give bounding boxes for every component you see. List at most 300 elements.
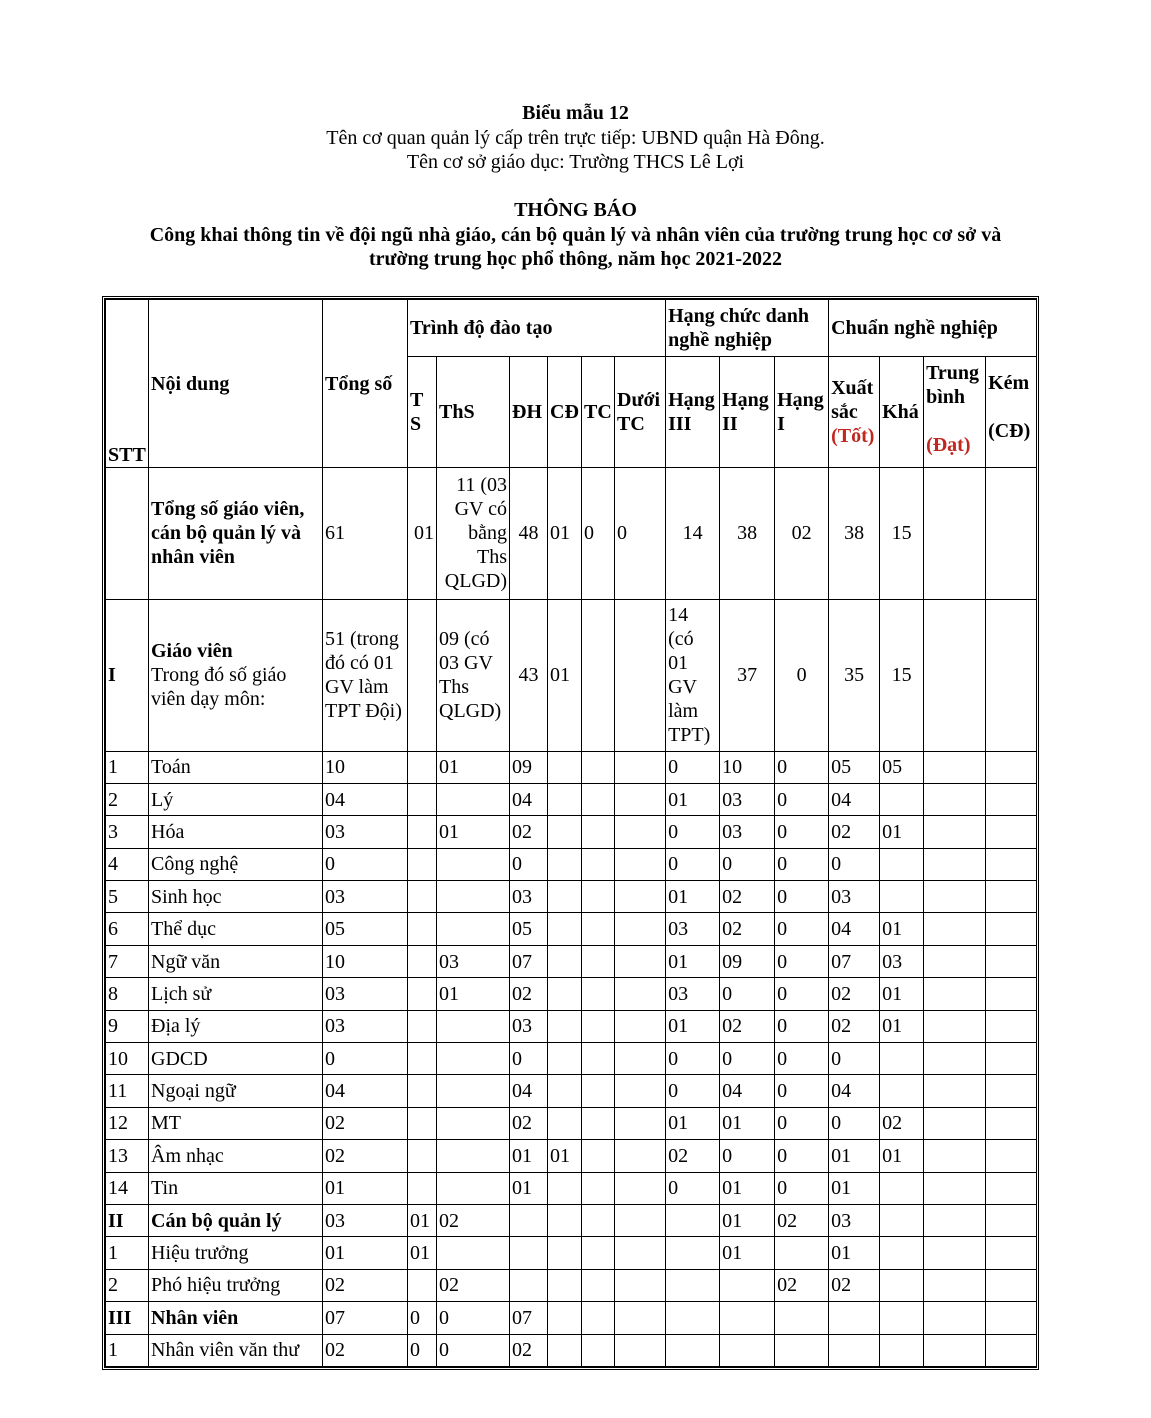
cell-kha: 05: [880, 751, 924, 783]
cell-h1: [775, 1302, 829, 1334]
cell-kha: 01: [880, 1010, 924, 1042]
cell-ths: 01: [437, 816, 510, 848]
cell-kem: [986, 881, 1037, 913]
cell-h2: 03: [720, 816, 775, 848]
cell-tc: [582, 1204, 615, 1236]
cell-kem: [986, 945, 1037, 977]
cell-ts: [408, 945, 437, 977]
cell-dh: 02: [510, 1107, 548, 1139]
cell-stt: 8: [106, 978, 149, 1010]
cell-dh: 02: [510, 816, 548, 848]
cell-h1: 0: [775, 816, 829, 848]
cell-stt: 6: [106, 913, 149, 945]
cell-kem: [986, 1075, 1037, 1107]
cell-ts: [408, 783, 437, 815]
cell-cd: [548, 1107, 582, 1139]
cell-tb: [924, 881, 986, 913]
cell-stt: 11: [106, 1075, 149, 1107]
cell-name: Tin: [149, 1172, 323, 1204]
cell-tc: [582, 978, 615, 1010]
cell-dh: 01: [510, 1140, 548, 1172]
cell-tc: [582, 816, 615, 848]
cell-tb: [924, 848, 986, 880]
cell-total: 02: [323, 1140, 408, 1172]
form-title: Biểu mẫu 12: [522, 102, 629, 124]
cell-kem: [986, 1043, 1037, 1075]
notice-subtitle-1: Công khai thông tin về đội ngũ nhà giáo, cán bộ quản lý và nhân viên của trường trung học cơ sở và: [149, 224, 1002, 246]
notice-subtitle-2: trường trung học phổ thông, năm học 2021-2022: [368, 248, 783, 270]
cell-h2: 01: [720, 1107, 775, 1139]
cell-h2: 09: [720, 945, 775, 977]
cell-tc: [582, 848, 615, 880]
cell-dh: 01: [510, 1172, 548, 1204]
cell-h3: 0: [666, 1075, 720, 1107]
cell-name: GDCD: [149, 1043, 323, 1075]
cell-total: 0: [323, 848, 408, 880]
cell-tb: [924, 751, 986, 783]
col-stt: STT: [106, 300, 149, 468]
cell-tc: [582, 1075, 615, 1107]
cell-tb: [924, 913, 986, 945]
cell-cd: [548, 881, 582, 913]
cell-duoi: [615, 1043, 666, 1075]
cell-h3: [666, 1302, 720, 1334]
table-row: [106, 751, 1037, 783]
cell-tb: [924, 978, 986, 1010]
cell-cd: [548, 1334, 582, 1366]
cell-tc: [582, 945, 615, 977]
cell-ths: [437, 1107, 510, 1139]
cell-duoi: [615, 881, 666, 913]
summary-teachers-row: I Giáo viên Trong đó số giáo viên dạy môn: 51 (trong đó có 01 GV làm TPT Đội) 09 (có 03 GV Ths QLGD) 43 01 14 (có 01 GV làm TPT) 37 0 35 15: [106, 599, 1037, 751]
cell-h1: 0: [775, 945, 829, 977]
table-row: [106, 783, 1037, 815]
cell-kem: [986, 1140, 1037, 1172]
cell-tb: [924, 1334, 986, 1366]
subject-rows: [106, 751, 1037, 1367]
cell-total: 03: [323, 978, 408, 1010]
cell-xs: 07: [829, 945, 880, 977]
cell-ts: [408, 1010, 437, 1042]
cell-ths: [437, 1075, 510, 1107]
cell-duoi: [615, 848, 666, 880]
cell-h3: [666, 1237, 720, 1269]
cell-kem: [986, 1302, 1037, 1334]
cell-cd: [548, 751, 582, 783]
cell-ts: [408, 913, 437, 945]
cell-stt: 1: [106, 1237, 149, 1269]
cell-h2: 01: [720, 1204, 775, 1236]
cell-stt: 5: [106, 881, 149, 913]
cell-ths: 01: [437, 978, 510, 1010]
cell-name: Phó hiệu trưởng: [149, 1269, 323, 1301]
cell-tb: [924, 783, 986, 815]
cell-dh: 0: [510, 1043, 548, 1075]
cell-total: 10: [323, 751, 408, 783]
cell-kem: [986, 1269, 1037, 1301]
cell-duoi: [615, 1010, 666, 1042]
cell-ts: [408, 978, 437, 1010]
cell-tb: [924, 1043, 986, 1075]
cell-h1: 02: [775, 1269, 829, 1301]
cell-tc: [582, 1043, 615, 1075]
cell-xs: 05: [829, 751, 880, 783]
cell-h2: 0: [720, 978, 775, 1010]
cell-cd: [548, 1043, 582, 1075]
cell-stt: 3: [106, 816, 149, 848]
cell-cd: [548, 848, 582, 880]
cell-duoi: [615, 1269, 666, 1301]
cell-name: Công nghệ: [149, 848, 323, 880]
col-average: Trung bình (Đạt): [924, 356, 986, 467]
cell-h3: [666, 1204, 720, 1236]
cell-h1: 0: [775, 881, 829, 913]
cell-name: Ngữ văn: [149, 945, 323, 977]
cell-duoi: [615, 1302, 666, 1334]
cell-h3: 01: [666, 783, 720, 815]
table-row: [106, 881, 1037, 913]
cell-total: 01: [323, 1172, 408, 1204]
cell-total: 02: [323, 1334, 408, 1366]
table-row: [106, 913, 1037, 945]
cell-ths: [437, 1172, 510, 1204]
cell-ts: [408, 1107, 437, 1139]
cell-ts: [408, 751, 437, 783]
cell-tb: [924, 1010, 986, 1042]
cell-tb: [924, 1172, 986, 1204]
cell-kem: [986, 816, 1037, 848]
cell-ths: 0: [437, 1334, 510, 1366]
cell-total: 01: [323, 1237, 408, 1269]
table-row: [106, 848, 1037, 880]
cell-cd: [548, 978, 582, 1010]
cell-name: Toán: [149, 751, 323, 783]
cell-h1: 0: [775, 1107, 829, 1139]
cell-stt: 12: [106, 1107, 149, 1139]
cell-ts: [408, 881, 437, 913]
cell-h2: 10: [720, 751, 775, 783]
col-duoi-tc: Dưới TC: [615, 356, 666, 467]
cell-h2: 03: [720, 783, 775, 815]
cell-total: 02: [323, 1269, 408, 1301]
cell-duoi: [615, 751, 666, 783]
cell-dh: 02: [510, 1334, 548, 1366]
col-rank-2: Hạng II: [720, 356, 775, 467]
cell-cd: 01: [548, 1140, 582, 1172]
table-row: [106, 1204, 1037, 1236]
cell-ths: 03: [437, 945, 510, 977]
cell-duoi: [615, 1107, 666, 1139]
cell-kha: 03: [880, 945, 924, 977]
cell-name: Lý: [149, 783, 323, 815]
cell-cd: [548, 1172, 582, 1204]
cell-duoi: [615, 1204, 666, 1236]
cell-dh: 0: [510, 848, 548, 880]
cell-h1: [775, 1334, 829, 1366]
cell-h1: 02: [775, 1204, 829, 1236]
col-tc: TC: [582, 356, 615, 467]
cell-name: Âm nhạc: [149, 1140, 323, 1172]
cell-tc: [582, 1334, 615, 1366]
col-poor: Kém (CĐ): [986, 356, 1037, 467]
cell-total: 04: [323, 1075, 408, 1107]
cell-xs: 02: [829, 1269, 880, 1301]
cell-h3: 0: [666, 816, 720, 848]
cell-h3: 01: [666, 1107, 720, 1139]
cell-h3: 0: [666, 1043, 720, 1075]
cell-duoi: [615, 1172, 666, 1204]
cell-h1: 0: [775, 783, 829, 815]
cell-tc: [582, 1172, 615, 1204]
cell-ths: [437, 1140, 510, 1172]
cell-tb: [924, 1140, 986, 1172]
col-content: Nội dung: [149, 300, 323, 468]
cell-ths: [437, 1237, 510, 1269]
cell-ths: 0: [437, 1302, 510, 1334]
cell-kha: 01: [880, 816, 924, 848]
cell-h3: 01: [666, 945, 720, 977]
cell-kem: [986, 1334, 1037, 1366]
cell-tc: [582, 751, 615, 783]
table-row: [106, 1237, 1037, 1269]
col-standard: Chuẩn nghề nghiệp: [829, 300, 1037, 357]
col-total: Tổng số: [323, 300, 408, 468]
col-rank-1: Hạng I: [775, 356, 829, 467]
cell-ts: [408, 1140, 437, 1172]
cell-h2: 02: [720, 1010, 775, 1042]
notice-title: THÔNG BÁO: [514, 199, 637, 221]
cell-h1: 0: [775, 1043, 829, 1075]
col-rank-3: Hạng III: [666, 356, 720, 467]
cell-h3: 03: [666, 978, 720, 1010]
cell-total: 0: [323, 1043, 408, 1075]
cell-kha: [880, 1204, 924, 1236]
cell-duoi: [615, 1075, 666, 1107]
cell-h2: 02: [720, 881, 775, 913]
cell-duoi: [615, 1140, 666, 1172]
cell-tc: [582, 1269, 615, 1301]
cell-cd: [548, 945, 582, 977]
cell-h1: 0: [775, 848, 829, 880]
cell-kem: [986, 848, 1037, 880]
cell-total: 07: [323, 1302, 408, 1334]
cell-cd: [548, 1269, 582, 1301]
cell-cd: [548, 913, 582, 945]
cell-cd: [548, 1302, 582, 1334]
cell-kha: 01: [880, 1140, 924, 1172]
cell-total: 03: [323, 1010, 408, 1042]
cell-h3: [666, 1269, 720, 1301]
cell-kem: [986, 1010, 1037, 1042]
cell-xs: [829, 1334, 880, 1366]
cell-h3: 0: [666, 848, 720, 880]
cell-name: Lịch sử: [149, 978, 323, 1010]
cell-ts: [408, 848, 437, 880]
staff-table-frame: [102, 296, 1039, 1370]
cell-stt: II: [106, 1204, 149, 1236]
cell-h3: 01: [666, 1010, 720, 1042]
cell-h2: [720, 1269, 775, 1301]
cell-ts: [408, 1269, 437, 1301]
summary-total-label: Tổng số giáo viên, cán bộ quản lý và nhân viên: [149, 468, 323, 600]
cell-kem: [986, 783, 1037, 815]
cell-h2: 0: [720, 1140, 775, 1172]
cell-duoi: [615, 913, 666, 945]
cell-ths: 02: [437, 1269, 510, 1301]
cell-xs: 04: [829, 783, 880, 815]
cell-h1: 0: [775, 1140, 829, 1172]
cell-total: 03: [323, 816, 408, 848]
cell-kha: [880, 848, 924, 880]
table-row: [106, 1302, 1037, 1334]
cell-kha: [880, 1075, 924, 1107]
cell-stt: 13: [106, 1140, 149, 1172]
table-row: [106, 1140, 1037, 1172]
col-training: Trình độ đào tạo: [408, 300, 666, 357]
cell-duoi: [615, 1334, 666, 1366]
cell-h1: 0: [775, 913, 829, 945]
cell-kha: 02: [880, 1107, 924, 1139]
cell-h3: 02: [666, 1140, 720, 1172]
cell-kem: [986, 1172, 1037, 1204]
cell-kem: [986, 978, 1037, 1010]
cell-dh: 09: [510, 751, 548, 783]
cell-h3: 01: [666, 881, 720, 913]
cell-h2: 0: [720, 848, 775, 880]
cell-kha: [880, 1302, 924, 1334]
cell-ths: [437, 848, 510, 880]
cell-xs: 04: [829, 1075, 880, 1107]
summary-teachers-label: Giáo viên Trong đó số giáo viên dạy môn:: [149, 599, 323, 751]
cell-tb: [924, 816, 986, 848]
cell-name: Ngoại ngữ: [149, 1075, 323, 1107]
cell-xs: 01: [829, 1140, 880, 1172]
cell-kem: [986, 751, 1037, 783]
cell-tc: [582, 1237, 615, 1269]
cell-kha: [880, 1172, 924, 1204]
table-row: [106, 816, 1037, 848]
cell-total: 05: [323, 913, 408, 945]
cell-h2: 01: [720, 1172, 775, 1204]
cell-xs: 02: [829, 1010, 880, 1042]
cell-tc: [582, 783, 615, 815]
cell-kha: [880, 1269, 924, 1301]
cell-ths: [437, 783, 510, 815]
cell-h3: 0: [666, 751, 720, 783]
table-row: [106, 978, 1037, 1010]
cell-tb: [924, 1075, 986, 1107]
cell-h3: [666, 1334, 720, 1366]
cell-stt: III: [106, 1302, 149, 1334]
cell-tb: [924, 1302, 986, 1334]
cell-h2: 0: [720, 1043, 775, 1075]
cell-kem: [986, 913, 1037, 945]
cell-h1: 0: [775, 1010, 829, 1042]
cell-name: MT: [149, 1107, 323, 1139]
cell-ts: 0: [408, 1302, 437, 1334]
staff-table: [105, 299, 1037, 1367]
cell-stt: 1: [106, 1334, 149, 1366]
cell-kha: [880, 881, 924, 913]
cell-name: Địa lý: [149, 1010, 323, 1042]
cell-xs: 02: [829, 978, 880, 1010]
cell-tc: [582, 1302, 615, 1334]
cell-tc: [582, 881, 615, 913]
cell-dh: 05: [510, 913, 548, 945]
cell-kha: 01: [880, 913, 924, 945]
cell-h2: 04: [720, 1075, 775, 1107]
cell-h1: [775, 1237, 829, 1269]
cell-duoi: [615, 978, 666, 1010]
cell-stt: 1: [106, 751, 149, 783]
cell-name: Nhân viên văn thư: [149, 1334, 323, 1366]
cell-tc: [582, 1107, 615, 1139]
summary-total-row: Tổng số giáo viên, cán bộ quản lý và nhân viên 61 01 11 (03 GV có bằng Ths QLGD) 48 01 0 0 14 38 02 38 15: [106, 468, 1037, 600]
cell-cd: [548, 1204, 582, 1236]
cell-ts: 01: [408, 1237, 437, 1269]
cell-dh: [510, 1237, 548, 1269]
school-line: Tên cơ sở giáo dục: Trường THCS Lê Lợi: [406, 151, 745, 173]
cell-ths: [437, 1043, 510, 1075]
cell-h1: 0: [775, 1172, 829, 1204]
cell-tc: [582, 913, 615, 945]
cell-ths: [437, 1010, 510, 1042]
cell-ts: 01: [408, 1204, 437, 1236]
cell-total: 02: [323, 1107, 408, 1139]
cell-ts: [408, 1043, 437, 1075]
cell-total: 04: [323, 783, 408, 815]
cell-name: Cán bộ quản lý: [149, 1204, 323, 1236]
cell-cd: [548, 1237, 582, 1269]
cell-stt: 2: [106, 783, 149, 815]
table-row: [106, 1010, 1037, 1042]
cell-stt: 7: [106, 945, 149, 977]
col-excellent: Xuất sắc (Tốt): [829, 356, 880, 467]
cell-dh: 03: [510, 881, 548, 913]
cell-cd: [548, 816, 582, 848]
cell-stt: 14: [106, 1172, 149, 1204]
cell-name: Hiệu trưởng: [149, 1237, 323, 1269]
cell-kem: [986, 1237, 1037, 1269]
cell-cd: [548, 783, 582, 815]
cell-dh: 04: [510, 783, 548, 815]
cell-h3: 0: [666, 1172, 720, 1204]
cell-total: 03: [323, 1204, 408, 1236]
cell-dh: 04: [510, 1075, 548, 1107]
cell-h2: 02: [720, 913, 775, 945]
cell-ths: [437, 881, 510, 913]
cell-ths: [437, 913, 510, 945]
col-ts: TS: [408, 356, 437, 467]
cell-h1: 0: [775, 1075, 829, 1107]
col-ths: ThS: [437, 356, 510, 467]
cell-tb: [924, 1237, 986, 1269]
col-good: Khá: [880, 356, 924, 467]
table-row: [106, 945, 1037, 977]
cell-duoi: [615, 1237, 666, 1269]
cell-tb: [924, 1269, 986, 1301]
cell-kem: [986, 1107, 1037, 1139]
cell-cd: [548, 1010, 582, 1042]
cell-xs: 02: [829, 816, 880, 848]
cell-duoi: [615, 783, 666, 815]
cell-h3: 03: [666, 913, 720, 945]
cell-xs: 03: [829, 881, 880, 913]
cell-ts: [408, 816, 437, 848]
cell-name: Nhân viên: [149, 1302, 323, 1334]
cell-tb: [924, 1204, 986, 1236]
cell-dh: [510, 1269, 548, 1301]
